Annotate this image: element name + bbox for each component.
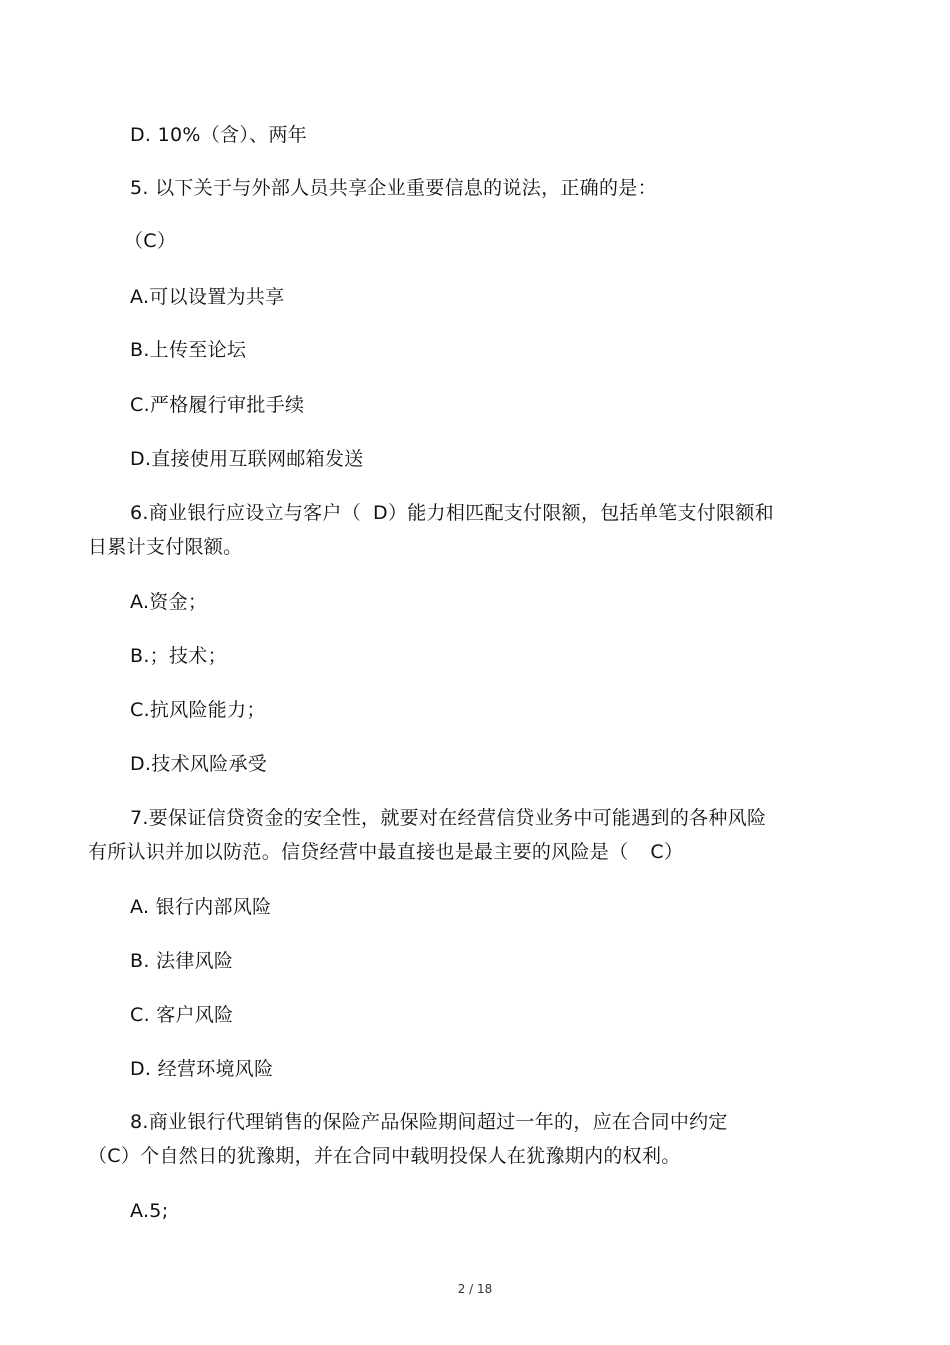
question-8-line-1: 8.商业银行代理销售的保险产品保险期间超过一年的，应在合同中约定 xyxy=(130,1111,728,1133)
question-6-text-end: D）能力相匹配支付限额，包括单笔支付限额和 xyxy=(373,502,774,524)
option-d-q4: D. 10%（含）、两年 xyxy=(130,124,308,146)
question-5-answer: （C） xyxy=(124,230,177,252)
option-a-q5: A.可以设置为共享 xyxy=(130,286,285,308)
question-8-line-2: （C）个自然日的犹豫期，并在合同中载明投保人在犹豫期内的权利。 xyxy=(88,1145,681,1167)
option-c-q7: C. 客户风险 xyxy=(130,1004,234,1026)
question-5: 5. 以下关于与外部人员共享企业重要信息的说法，正确的是： xyxy=(130,177,657,199)
option-b-q7: B. 法律风险 xyxy=(130,950,234,972)
option-b-q6: B.；技术； xyxy=(130,645,227,667)
page-number: 2 / 18 xyxy=(457,1282,493,1296)
question-6-line-1 xyxy=(130,501,774,525)
question-7-answer: C） xyxy=(650,841,684,863)
option-d-q7: D. 经营环境风险 xyxy=(130,1058,274,1080)
option-a-q6: A.资金； xyxy=(130,591,208,613)
question-6-text-start: 6.商业银行应设立与客户（ xyxy=(130,502,362,524)
option-c-q6: C.抗风险能力； xyxy=(130,699,266,721)
option-d-q5: D.直接使用互联网邮箱发送 xyxy=(130,448,364,470)
option-a-q8: A.5; xyxy=(130,1200,169,1222)
option-b-q5: B.上传至论坛 xyxy=(130,339,247,361)
question-7-text: 有所认识并加以防范。信贷经营中最直接也是最主要的风险是（ xyxy=(88,841,629,863)
option-a-q7: A. 银行内部风险 xyxy=(130,896,272,918)
question-6-line-2: 日累计支付限额。 xyxy=(88,536,243,558)
option-d-q6: D.技术风险承受 xyxy=(130,753,268,775)
question-7-line-1: 7.要保证信贷资金的安全性，就要对在经营信贷业务中可能遇到的各种风险 xyxy=(130,807,767,829)
option-c-q5: C.严格履行审批手续 xyxy=(130,394,305,416)
question-7-line-2 xyxy=(88,840,683,864)
